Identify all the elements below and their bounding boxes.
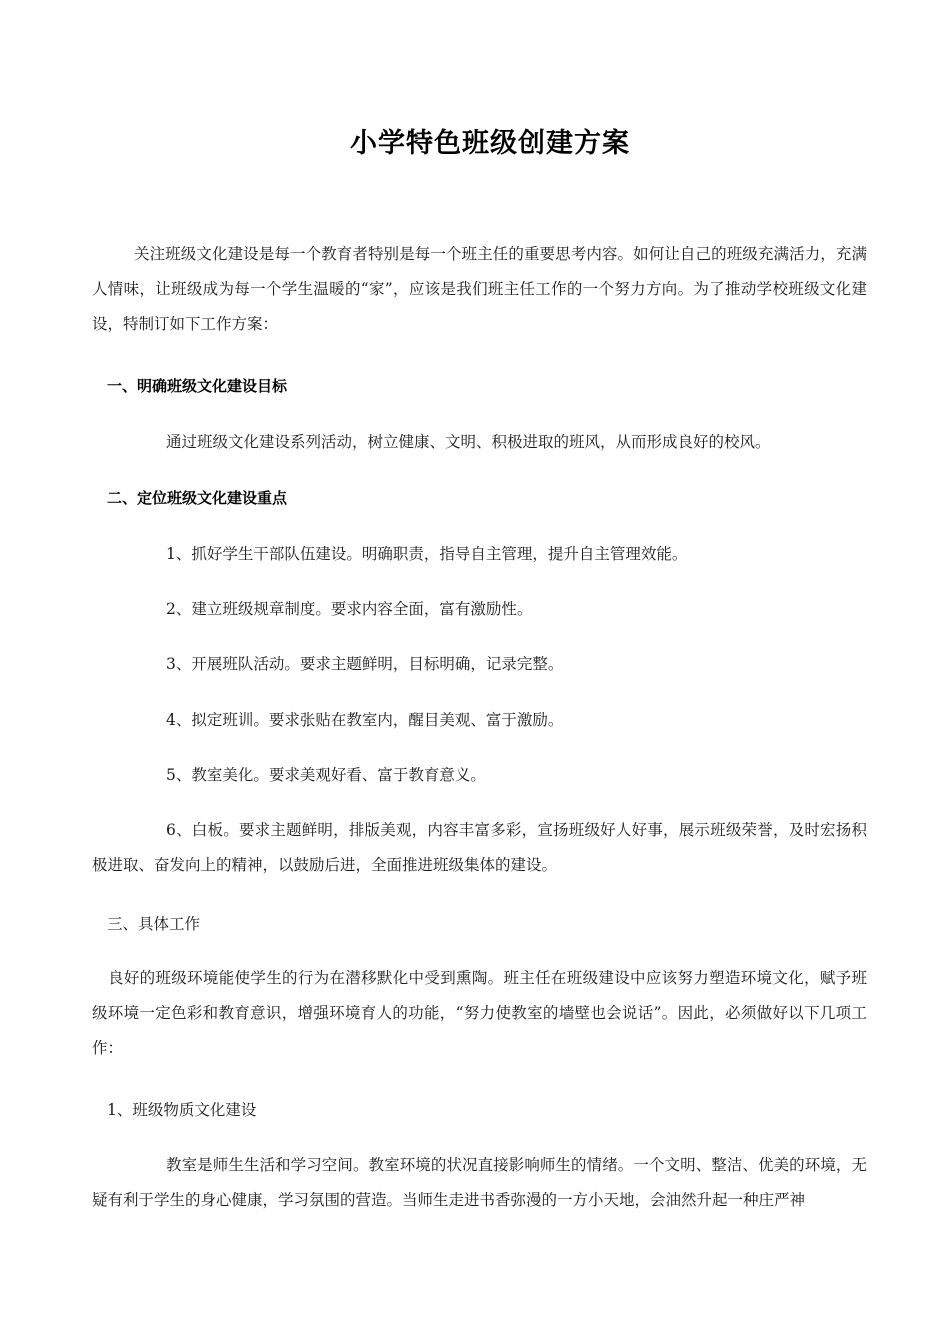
list-item: 2、建立班级规章制度。要求内容全面，富有激励性。 [166,600,533,618]
subsection-1-heading: 1、班级物质文化建设 [107,1101,257,1119]
document-title: 小学特色班级创建方案 [350,128,630,160]
list-item: 6、白板。要求主题鲜明，排版美观，内容丰富多彩，宣扬班级好人好事，展示班级荣誉，及时宏扬积极进取、奋发向上的精神，以鼓励后进，全面推进班级集体的建设。 [92,821,867,874]
list-item: 5、教室美化。要求美观好看、富于教育意义。 [166,766,486,784]
list-item: 4、拟定班训。要求张贴在教室内，醒目美观、富于激励。 [166,711,564,729]
list-item: 1、抓好学生干部队伍建设。明确职责，指导自主管理，提升自主管理效能。 [166,545,688,563]
section-1-body: 通过班级文化建设系列活动，树立健康、文明、积极进取的班风，从而形成良好的校风。 [166,433,771,451]
section-2-heading: 二、定位班级文化建设重点 [107,489,288,507]
section-3-heading: 三、具体工作 [107,915,201,933]
section-3-body: 良好的班级环境能使学生的行为在潜移默化中受到熏陶。班主任在班级建设中应该努力塑造环境文化，赋予班级环境一定色彩和教育意识，增强环境育人的功能，“努力使教室的墙壁也会说话”。因此，必须做好以下几项工作： [92,969,867,1057]
subsection-1-body: 教室是师生生活和学习空间。教室环境的状况直接影响师生的情绪。一个文明、整洁、优美的环境，无疑有利于学生的身心健康，学习氛围的营造。当师生走进书香弥漫的一方小天地，会油然升起一种庄严神 [92,1156,867,1209]
list-item: 3、开展班队活动。要求主题鲜明，目标明确，记录完整。 [166,655,564,673]
section-1-heading: 一、明确班级文化建设目标 [107,377,288,395]
intro-paragraph: 关注班级文化建设是每一个教育者特别是每一个班主任的重要思考内容。如何让自己的班级充满活力，充满人情味，让班级成为每一个学生温暖的“家”，应该是我们班主任工作的一个努力方向。为了推动学校班级文化建设，特制订如下工作方案： [92,245,867,333]
